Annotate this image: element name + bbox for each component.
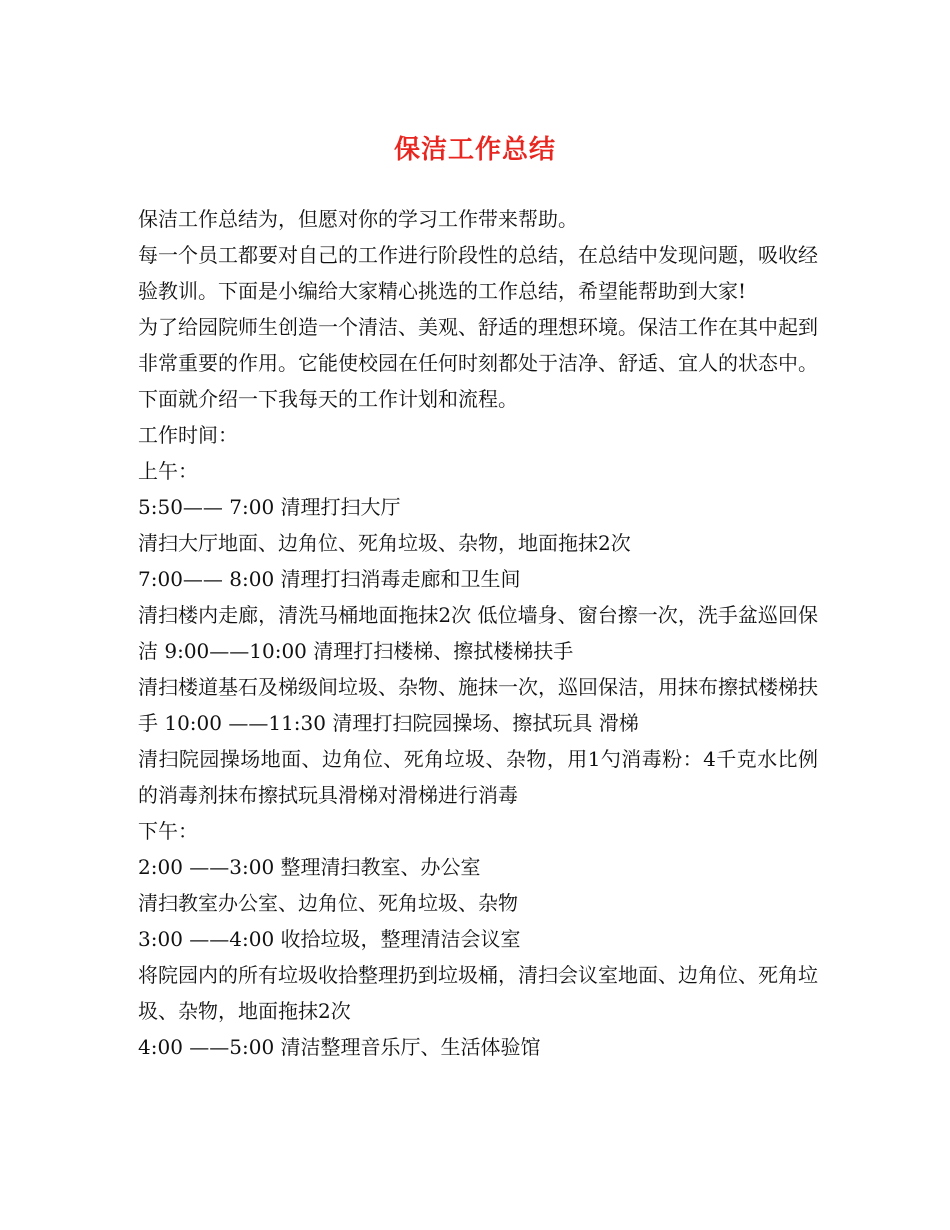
afternoon-heading: 下午： [138,819,198,843]
schedule-detail: 将院园内的所有垃圾收拾整理扔到垃圾桶，清扫会议室地面、边角位、死角垃圾、杂物，地面拖抹2次 [138,963,818,1023]
schedule-item: 4:00 ——5:00 清洁整理音乐厅、生活体验馆 [138,1035,541,1059]
schedule-detail: 清扫教室办公室、边角位、死角垃圾、杂物 [138,891,518,915]
schedule-item: 5:50—— 7:00 清理打扫大厅 [138,495,401,519]
document-title: 保洁工作总结 [393,135,556,165]
schedule-detail: 清扫大厅地面、边角位、死角垃圾、杂物，地面拖抹2次 [138,531,631,555]
paragraph-summary-purpose: 每一个员工都要对自己的工作进行阶段性的总结，在总结中发现问题，吸收经验教训。下面是小编给大家精心挑选的工作总结，希望能帮助到大家! [138,243,818,303]
schedule-detail: 清扫楼道基石及梯级间垃圾、杂物、施抹一次，巡回保洁，用抹布擦拭楼梯扶手 10:00 ——11:30 清理打扫院园操场、擦拭玩具 滑梯 [138,675,818,735]
schedule-item: 3:00 ——4:00 收拾垃圾，整理清洁会议室 [138,927,521,951]
paragraph-environment: 为了给园院师生创造一个清洁、美观、舒适的理想环境。保洁工作在其中起到非常重要的作用。它能使校园在任何时刻都处于洁净、舒适、宜人的状态中。下面就介绍一下我每天的工作计划和流程。 [138,315,818,411]
schedule-item: 2:00 ——3:00 整理清扫教室、办公室 [138,855,481,879]
work-time-heading: 工作时间： [138,423,238,447]
schedule-detail: 清扫楼内走廊，清洗马桶地面拖抹2次 低位墙身、窗台擦一次，洗手盆巡回保洁 9:00——10:00 清理打扫楼梯、擦拭楼梯扶手 [138,603,818,663]
document-body [138,201,818,1065]
schedule-item: 7:00—— 8:00 清理打扫消毒走廊和卫生间 [138,567,521,591]
morning-heading: 上午： [138,459,198,483]
paragraph-intro: 保洁工作总结为，但愿对你的学习工作带来帮助。 [138,207,578,231]
schedule-detail: 清扫院园操场地面、边角位、死角垃圾、杂物，用1勺消毒粉：4千克水比例的消毒剂抹布擦拭玩具滑梯对滑梯进行消毒 [138,747,818,807]
